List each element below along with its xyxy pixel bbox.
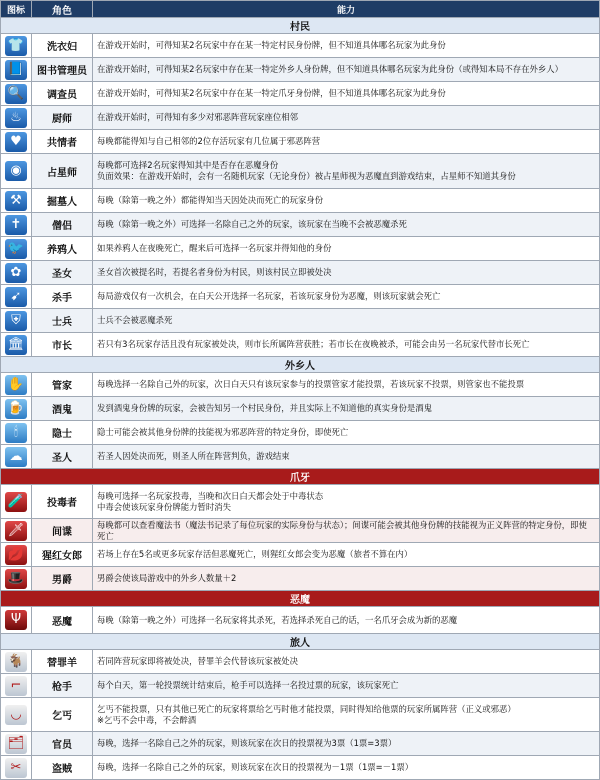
lantern-icon: 🕯 xyxy=(5,423,27,443)
role-icon-cell xyxy=(1,34,32,58)
ability-text: 在游戏开始时，可得知某2名玩家中存在某一特定村民身份牌，但不知道具体哪名玩家为此身份 xyxy=(97,40,446,50)
ability-text: 在游戏开始时，可得知有多少对邪恶阵营玩家座位相邻 xyxy=(97,112,298,122)
role-ability xyxy=(93,756,600,780)
role-ability xyxy=(93,309,600,333)
role-name: 酒鬼 xyxy=(32,397,93,421)
role-icon-cell xyxy=(1,650,32,674)
ability-note: 中毒会使该玩家身份牌能力暂时消失 xyxy=(97,501,231,512)
ability-text: 若圣人因处决而死，则圣人所在阵营判负，游戏结束 xyxy=(97,451,290,461)
ability-note: ※乞丐不会中毒，不会醉酒 xyxy=(97,714,197,725)
role-icon-cell xyxy=(1,189,32,213)
role-icon-cell xyxy=(1,567,32,591)
beer-mug-icon: 🍺 xyxy=(5,399,27,419)
role-icon-cell xyxy=(1,106,32,130)
gun-icon: ⌐ xyxy=(5,676,27,696)
ability-text: 隐士可能会被其他身份牌的技能视为邪恶阵营的特定身份，即使死亡 xyxy=(97,427,349,437)
section-title: 爪牙 xyxy=(1,469,600,485)
table-row xyxy=(1,213,600,237)
header-ability: 能力 xyxy=(93,1,600,18)
red-lips-icon: 💋 xyxy=(5,545,27,565)
role-name: 盗贼 xyxy=(32,756,93,780)
table-row xyxy=(1,309,600,333)
role-name: 杀手 xyxy=(32,285,93,309)
table-row xyxy=(1,82,600,106)
section-title: 村民 xyxy=(1,18,600,34)
ability-text: 若只有3名玩家存活且没有玩家被处决，则市长所属阵营获胜；若市长在夜晚被杀，可能会由另一名玩家代替市长死亡 xyxy=(97,339,530,349)
role-ability xyxy=(93,237,600,261)
role-ability xyxy=(93,732,600,756)
top-hat-icon: 🎩 xyxy=(5,569,27,589)
section-title: 恶魔 xyxy=(1,591,600,607)
table-row xyxy=(1,421,600,445)
role-name: 共情者 xyxy=(32,130,93,154)
ability-text: 每晚选择一名除自己外的玩家，次日白天只有该玩家参与的投票管家才能投票，若该玩家不投票，则管家也不能投票 xyxy=(97,379,525,389)
documents-icon: 🗂 xyxy=(5,734,27,754)
shield-icon: ⛨ xyxy=(5,311,27,331)
role-icon-cell xyxy=(1,261,32,285)
magnifier-icon: 🔍 xyxy=(5,84,27,104)
ability-text: 每晚（除第一晚之外）可选择一名除自己之外的玩家，该玩家在当晚不会被恶魔杀死 xyxy=(97,219,407,229)
role-icon-cell xyxy=(1,756,32,780)
ability-text: 每局游戏仅有一次机会，在白天公开选择一名玩家，若该玩家身份为恶魔，则该玩家就会死亡 xyxy=(97,291,441,301)
crossbow-icon: ➹ xyxy=(5,287,27,307)
role-icon-cell xyxy=(1,154,32,189)
role-icon-cell xyxy=(1,82,32,106)
section-header-outsiders xyxy=(1,357,600,373)
role-icon-cell xyxy=(1,485,32,519)
table-row xyxy=(1,285,600,309)
role-name: 僧侣 xyxy=(32,213,93,237)
ability-text: 在游戏开始时，可得知某2名玩家中存在某一特定爪牙身份牌，但不知道具体哪名玩家为此身份 xyxy=(97,88,446,98)
role-name: 管家 xyxy=(32,373,93,397)
table-row xyxy=(1,333,600,357)
table-row xyxy=(1,261,600,285)
role-ability xyxy=(93,445,600,469)
role-ability xyxy=(93,333,600,357)
section-header-demons xyxy=(1,591,600,607)
role-name: 掘墓人 xyxy=(32,189,93,213)
ability-text: 每晚都可以查看魔法书（魔法书记录了每位玩家的实际身份与状态）；间谍可能会被其他身份牌的技能视为正义阵营的特定身份，即使死亡 xyxy=(97,519,587,541)
section-title: 旅人 xyxy=(1,634,600,650)
role-name: 占星师 xyxy=(32,154,93,189)
role-icon-cell xyxy=(1,519,32,543)
table-row xyxy=(1,698,600,732)
role-name: 隐士 xyxy=(32,421,93,445)
book-icon: 📘 xyxy=(5,60,27,80)
angel-icon: ☁ xyxy=(5,447,27,467)
table-row xyxy=(1,34,600,58)
butler-hand-icon: ✋ xyxy=(5,375,27,395)
role-name: 间谍 xyxy=(32,519,93,543)
role-name: 厨师 xyxy=(32,106,93,130)
role-icon-cell xyxy=(1,130,32,154)
ability-text: 每晚都能得知与自己相邻的2位存活玩家有几位属于邪恶阵营 xyxy=(97,136,321,146)
role-icon-cell xyxy=(1,445,32,469)
role-name: 枪手 xyxy=(32,674,93,698)
role-name: 圣人 xyxy=(32,445,93,469)
table-row xyxy=(1,607,600,634)
role-ability xyxy=(93,519,600,543)
table-row xyxy=(1,237,600,261)
section-title: 外乡人 xyxy=(1,357,600,373)
role-ability xyxy=(93,543,600,567)
header-role: 角色 xyxy=(32,1,93,18)
ability-text: 若场上存在5名或更多玩家存活但恶魔死亡，则猩红女郎会变为恶魔（旅者不算在内） xyxy=(97,549,413,559)
role-icon-cell xyxy=(1,213,32,237)
trident-icon: Ψ xyxy=(5,610,27,630)
table-row xyxy=(1,130,600,154)
table-row xyxy=(1,650,600,674)
role-icon-cell xyxy=(1,397,32,421)
role-ability xyxy=(93,285,600,309)
role-name: 投毒者 xyxy=(32,485,93,519)
ability-text: 乞丐不能投票，只有其他已死亡的玩家将票给乞丐时他才能投票，同时得知给他票的玩家所属阵营（正义或邪恶） xyxy=(97,703,516,714)
role-icon-cell xyxy=(1,421,32,445)
chef-hat-icon: ♨ xyxy=(5,108,27,128)
role-ability xyxy=(93,106,600,130)
ability-text: 士兵不会被恶魔杀死 xyxy=(97,315,173,325)
role-name: 猩红女郎 xyxy=(32,543,93,567)
role-icon-cell xyxy=(1,607,32,634)
role-name: 士兵 xyxy=(32,309,93,333)
role-ability xyxy=(93,674,600,698)
role-name: 官员 xyxy=(32,732,93,756)
table-row xyxy=(1,732,600,756)
role-ability xyxy=(93,261,600,285)
poison-vial-icon: 🧪 xyxy=(5,492,27,512)
shovel-icon: ⚒ xyxy=(5,191,27,211)
table-row xyxy=(1,756,600,780)
table-row xyxy=(1,189,600,213)
role-name: 洗衣妇 xyxy=(32,34,93,58)
role-ability xyxy=(93,34,600,58)
table-row xyxy=(1,397,600,421)
role-ability xyxy=(93,397,600,421)
section-header-townsfolk xyxy=(1,18,600,34)
role-icon-cell xyxy=(1,285,32,309)
table-row xyxy=(1,567,600,591)
role-icon-cell xyxy=(1,543,32,567)
role-icon-cell xyxy=(1,373,32,397)
ability-text: 发到酒鬼身份牌的玩家，会被告知另一个村民身份，并且实际上不知道他的真实身份是酒鬼 xyxy=(97,403,432,413)
table-row xyxy=(1,373,600,397)
dagger-icon: 🗡 xyxy=(5,521,27,541)
maiden-icon: ✿ xyxy=(5,263,27,283)
role-icon-cell xyxy=(1,333,32,357)
role-ability xyxy=(93,650,600,674)
ability-text: 如果养鸦人在夜晚死亡，醒来后可选择一名玩家并得知他的身份 xyxy=(97,243,332,253)
role-ability xyxy=(93,373,600,397)
table-row xyxy=(1,519,600,543)
role-ability xyxy=(93,485,600,519)
table-body xyxy=(1,18,600,780)
role-ability xyxy=(93,213,600,237)
heart-icon: ♥ xyxy=(5,132,27,152)
role-name: 图书管理员 xyxy=(32,58,93,82)
table-row xyxy=(1,106,600,130)
role-name: 乞丐 xyxy=(32,698,93,732)
header-icon: 图标 xyxy=(1,1,32,18)
role-icon-cell xyxy=(1,674,32,698)
ability-text: 每晚，选择一名除自己之外的玩家，则该玩家在次日的投票视为3票（1票=3票） xyxy=(97,738,397,748)
role-ability xyxy=(93,130,600,154)
role-ability xyxy=(93,189,600,213)
table-row xyxy=(1,154,600,189)
role-name: 男爵 xyxy=(32,567,93,591)
scapegoat-icon: 🐐 xyxy=(5,652,27,672)
role-name: 市长 xyxy=(32,333,93,357)
role-icon-cell xyxy=(1,309,32,333)
raven-icon: 🐦 xyxy=(5,239,27,259)
ability-text: 若同阵营玩家即将被处决，替罪羊会代替该玩家被处决 xyxy=(97,656,298,666)
crystal-ball-icon: ◉ xyxy=(5,161,27,181)
role-name: 圣女 xyxy=(32,261,93,285)
ability-text: 圣女首次被提名时，若提名者身份为村民，则该村民立即被处决 xyxy=(97,267,332,277)
table-row xyxy=(1,445,600,469)
role-ability xyxy=(93,421,600,445)
role-icon-cell xyxy=(1,732,32,756)
town-hall-icon: 🏛 xyxy=(5,335,27,355)
role-ability xyxy=(93,58,600,82)
table-row xyxy=(1,58,600,82)
role-icon-cell xyxy=(1,237,32,261)
ability-text: 男爵会使该局游戏中的外乡人数量＋2 xyxy=(97,573,237,583)
role-name: 养鸦人 xyxy=(32,237,93,261)
role-ability xyxy=(93,607,600,634)
ability-text: 每晚都可选择2名玩家得知其中是否存在恶魔身份 xyxy=(97,160,279,170)
role-ability xyxy=(93,82,600,106)
role-name: 调查员 xyxy=(32,82,93,106)
header-row xyxy=(1,1,600,18)
ability-text: 每晚（除第一晚之外）可选择一名玩家将其杀死，若选择杀死自己的话，一名爪牙会成为新的恶魔 xyxy=(97,614,458,625)
section-header-minions xyxy=(1,469,600,485)
role-icon-cell xyxy=(1,698,32,732)
role-ability xyxy=(93,154,600,189)
ability-text: 每晚，选择一名除自己之外的玩家，则该玩家在次日的投票视为－1票（1票=－1票） xyxy=(97,762,414,772)
section-header-travellers xyxy=(1,634,600,650)
role-name: 替罪羊 xyxy=(32,650,93,674)
shirt-icon: 👕 xyxy=(5,36,27,56)
role-ability xyxy=(93,698,600,732)
ability-text: 每晚（除第一晚之外）都能得知当天因处决而死亡的玩家身份 xyxy=(97,195,324,205)
ability-note: 负面效果：在游戏开始时，会有一名随机玩家（无论身份）被占星师视为恶魔直到游戏结束，占星师不知道其身份 xyxy=(97,171,516,181)
thief-icon: ✂ xyxy=(5,758,27,778)
role-ability xyxy=(93,567,600,591)
ability-text: 在游戏开始时，可得知某2名玩家中存在某一特定外乡人身份牌，但不知道具体哪名玩家为此身份（或得知本局不存在外乡人） xyxy=(97,64,563,74)
cross-icon: ✝ xyxy=(5,215,27,235)
table-row xyxy=(1,485,600,519)
role-icon-cell xyxy=(1,58,32,82)
ability-text: 每晚可选择一名玩家投毒，当晚和次日白天都会处于中毒状态 xyxy=(97,490,324,501)
ability-text: 每个白天，第一轮投票统计结束后，枪手可以选择一名投过票的玩家，该玩家死亡 xyxy=(97,680,399,690)
role-name: 恶魔 xyxy=(32,607,93,634)
table-row xyxy=(1,543,600,567)
table-row xyxy=(1,674,600,698)
begging-bowl-icon: ◡ xyxy=(5,705,27,725)
